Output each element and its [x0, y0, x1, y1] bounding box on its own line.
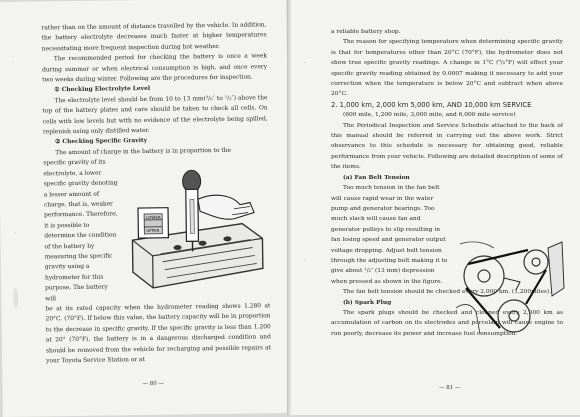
- left-page-number: — 80 —: [142, 381, 164, 387]
- fan-belt-illustration: [454, 238, 566, 338]
- page-smudge: [13, 288, 18, 308]
- faint-margin-mark: ·: [304, 60, 306, 67]
- left-paragraph-2: The recommended period for checking the battery is once a week during summer or when electrical consumption is high, and once every two weeks during winter. Following are the procedures for inspection.: [42, 51, 267, 85]
- right-page: [291, 0, 580, 415]
- left-paragraph-4a: The amount of charge in the battery is in proportion to the: [43, 145, 268, 159]
- hydrometer-battery-illustration: [121, 168, 273, 290]
- right-paragraph-2: The reason for specifying temperature when determining specific gravity is that for temperatures other than 20°C (70°F), the hydrometer does not show true specific gravity readings. A change in 1°C (⁹/₅°F) will effect your specific gravity reading obtained by 0.0007 making it necessary to add your correction when the temperature is below 20°C and subtract when above 20°C.: [331, 37, 563, 99]
- heading-checking-electrolyte-level: ① Checking Electrolyte Level: [42, 83, 267, 97]
- right-paragraph-4b: The fan belt tension should be checked every 2,000 km. (1,200miles).: [331, 287, 563, 297]
- right-page-number: — 81 —: [439, 385, 461, 391]
- section-subheading-miles: (600 mile, 1,200 mile, 3,000 mile, and 6,000 mile service): [331, 110, 563, 120]
- right-paragraph-4a: Too much tension in the fan belt will cause rapid wear in the water pump and generator bearings. Too much slack will cause fan and generator pulleys to slip resulting in fan losing speed and generator output voltage dropping. Adjust belt tension through the adjusting bolt making it to give about ¹/₂″ (13 mm) depression when pressed as shown in the figure.: [331, 183, 449, 287]
- fig-label-lower: LOWER: [146, 215, 161, 220]
- faint-margin-mark: ·: [304, 258, 306, 265]
- heading-checking-specific-gravity: ② Checking Specific Gravity: [43, 135, 268, 149]
- right-paragraph-5: The spark plugs should be checked and cleaned every 2,000 km as accumulation of carbon on its electrodes and porcelain will cause engine to run poorly, decrease its power and increase fuel consumption.: [331, 308, 563, 339]
- right-paragraph-1: a reliable battery shop.: [331, 27, 563, 37]
- left-paragraph-4c: be at its rated capacity when the hydrometer reading shows 1.280 at 20°C. (70°F). If below this value, the battery capacity will be in proportion to the decrease in specific gravity. If the specific gravity is less than 1.200 at 20° (70°F), the battery is in a dangerous discharged condition and should be removed from the vehicle for recharging and possible repairs at your Toyota Service Station or at: [45, 301, 271, 367]
- right-paragraph-3: The Periodical Inspection and Service Schedule attached to the back of this manual should be referred in carrying out the above work. Strict observance to this schedule is necessary for obtaining good, reliable performance from your vehicle. Following are detailed description of some of the items.: [331, 121, 563, 173]
- fig-label-upper: UPPER: [146, 228, 159, 233]
- heading-spark-plug: (b) Spark Plug: [331, 298, 563, 308]
- section-heading-service: 2. 1,000 km, 2,000 km 5,000 km, AND 10,000 km SERVICE: [331, 100, 563, 110]
- left-paragraph-4b: specific gravity of its electrolyte, a lower specific gravity denoting a lesser amount of charge, that is, weaker performance. Therefore, it is possible to determine the condition of the battery by measuring the specific gravity using a hydrometer for this purpose. The battery will: [43, 158, 120, 305]
- faint-margin-mark: ·: [12, 54, 14, 61]
- faint-margin-mark: ·: [14, 230, 16, 237]
- heading-fan-belt-tension: (a) Fan Belt Tension: [331, 173, 563, 183]
- left-paragraph-3: The electrolyte level should be from 10 to 13 mm(³/₈″ to ¹/₂″) above the top of the battery plates and care should be taken to check all cells. On cells with low levels but with no evidence of the electrolyte being spilled, replenish using only distilled water.: [42, 93, 268, 138]
- left-paragraph-1: rather than on the amount of distance travelled by the vehicle. In addition, the battery electrolyte decreases much faster at higher temperatures necessitating more frequent inspection during hot weather.: [41, 20, 266, 54]
